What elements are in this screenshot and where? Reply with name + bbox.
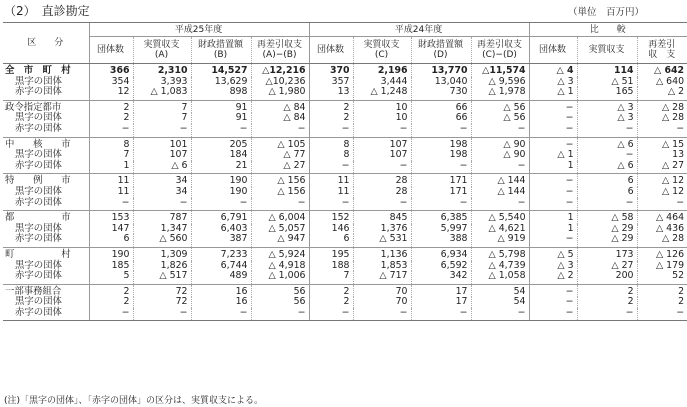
table-cell: 1 xyxy=(529,224,577,235)
table-cell: 153 xyxy=(89,211,133,224)
table-cell: − xyxy=(411,308,471,321)
table-cell: 2 xyxy=(89,284,133,297)
table-cell: 72 xyxy=(133,284,191,297)
table-cell: − xyxy=(251,308,309,321)
header-col-entities: 団体数 xyxy=(89,37,133,64)
table-row xyxy=(3,211,687,224)
table-cell: △ 77 xyxy=(251,150,309,161)
table-cell: 184 xyxy=(191,150,251,161)
table-cell: △ 179 xyxy=(637,261,687,272)
table-cell: 173 xyxy=(577,247,637,260)
table-cell: − xyxy=(529,187,577,198)
table-cell: − xyxy=(577,198,637,211)
table-cell: 342 xyxy=(411,271,471,284)
table-cell: △ 1,083 xyxy=(133,87,191,100)
table-cell: 91 xyxy=(191,100,251,113)
table-cell: 34 xyxy=(133,187,191,198)
table-cell: 195 xyxy=(309,247,353,260)
table-cell: 2 xyxy=(637,284,687,297)
table-cell: − xyxy=(577,308,637,321)
table-cell: △ 28 xyxy=(637,234,687,247)
table-cell: − xyxy=(309,124,353,137)
table-cell: − xyxy=(251,198,309,211)
table-cell: △ 6,004 xyxy=(251,211,309,224)
row-sublabel: 黒字の団体 xyxy=(15,296,62,308)
table-cell: 2 xyxy=(309,100,353,113)
table-row xyxy=(3,161,687,174)
table-cell: − xyxy=(529,297,577,308)
table-cell: △ 9,596 xyxy=(471,77,529,88)
table-cell: 17 xyxy=(411,284,471,297)
table-cell: − xyxy=(637,308,687,321)
table-cell: 16 xyxy=(191,297,251,308)
table-cell: 10 xyxy=(353,100,411,113)
table-cell: − xyxy=(637,198,687,211)
table-cell: △ 84 xyxy=(251,113,309,124)
table-cell: 7,233 xyxy=(191,247,251,260)
table-cell: △ 6 xyxy=(577,161,637,174)
table-cell: △ 58 xyxy=(577,211,637,224)
footnote: (注)「黒字の団体」、「赤字の団体」の区分は、実質収支による。 xyxy=(4,396,264,406)
table-cell: 66 xyxy=(411,113,471,124)
table-cell: 898 xyxy=(191,87,251,100)
table-cell: 52 xyxy=(637,271,687,284)
header-compare: 比 較 xyxy=(529,23,687,37)
table-cell: 147 xyxy=(89,224,133,235)
table-cell: 14,527 xyxy=(191,64,251,77)
table-cell: 190 xyxy=(191,187,251,198)
table-cell: − xyxy=(191,124,251,137)
page-title: （2） 直診勘定 xyxy=(4,4,90,18)
table-cell: 152 xyxy=(309,211,353,224)
table-row xyxy=(3,271,687,284)
table-cell: − xyxy=(133,124,191,137)
table-cell: △ 5,798 xyxy=(471,247,529,260)
table-cell: △ 1 xyxy=(529,150,577,161)
table-cell: 146 xyxy=(309,224,353,235)
table-cell: 21 xyxy=(191,161,251,174)
table-cell: − xyxy=(529,174,577,187)
table-cell: 7 xyxy=(133,113,191,124)
header-h24: 平成24年度 xyxy=(309,23,529,37)
table-cell: − xyxy=(89,198,133,211)
table-cell: △ 560 xyxy=(133,234,191,247)
table-cell: △ 4,621 xyxy=(471,224,529,235)
table-cell: △ 12 xyxy=(637,187,687,198)
table-cell: 387 xyxy=(191,234,251,247)
table-cell: △ 4 xyxy=(529,64,577,77)
row-sublabel: 黒字の団体 xyxy=(15,259,62,271)
row-sublabel: 黒字の団体 xyxy=(15,185,62,197)
row-label: 特 例 市 xyxy=(3,174,89,187)
table-cell: △ 144 xyxy=(471,187,529,198)
table-cell: △10,236 xyxy=(251,77,309,88)
table-cell: 11 xyxy=(89,174,133,187)
table-cell: − xyxy=(529,113,577,124)
table-cell: 107 xyxy=(133,150,191,161)
table-cell: 188 xyxy=(309,261,353,272)
table-row xyxy=(3,234,687,247)
table-cell: 205 xyxy=(191,137,251,150)
table-cell: 7 xyxy=(309,271,353,284)
table-cell: 2 xyxy=(309,113,353,124)
table-cell: − xyxy=(529,284,577,297)
table-cell: − xyxy=(529,124,577,137)
table-cell: 6,385 xyxy=(411,211,471,224)
row-label: 全 市 町 村 xyxy=(3,64,89,77)
table-row xyxy=(3,124,687,137)
row-label: 一部事務組合 xyxy=(3,284,89,297)
table-cell: △ 640 xyxy=(637,77,687,88)
table-cell: − xyxy=(529,308,577,321)
table-cell: 2,196 xyxy=(353,64,411,77)
table-cell: 13,040 xyxy=(411,77,471,88)
table-cell: △ 156 xyxy=(251,174,309,187)
table-cell: 489 xyxy=(191,271,251,284)
table-cell: 7 xyxy=(89,150,133,161)
table-cell: △ 56 xyxy=(471,100,529,113)
row-label: 中 核 市 xyxy=(3,137,89,150)
table-cell: − xyxy=(191,198,251,211)
table-cell: △ 144 xyxy=(471,174,529,187)
table-cell: 171 xyxy=(411,174,471,187)
table-cell: △ 1,248 xyxy=(353,87,411,100)
table-cell: 1 xyxy=(529,211,577,224)
table-cell: 6,791 xyxy=(191,211,251,224)
table-cell: 6 xyxy=(309,234,353,247)
table-cell: − xyxy=(471,308,529,321)
table-row xyxy=(3,64,687,77)
table-cell: 34 xyxy=(133,174,191,187)
table-cell: − xyxy=(133,198,191,211)
table-row xyxy=(3,198,687,211)
table-cell: 56 xyxy=(251,297,309,308)
table-cell: − xyxy=(577,124,637,137)
table-cell: △ 90 xyxy=(471,137,529,150)
table-cell: △ 29 xyxy=(577,234,637,247)
table-cell: 2 xyxy=(89,297,133,308)
table-cell: △ 642 xyxy=(637,64,687,77)
header-category: 区 分 xyxy=(3,23,89,64)
table-cell: △ 6 xyxy=(133,161,191,174)
table-cell: △ 1,006 xyxy=(251,271,309,284)
table-cell: △ 3 xyxy=(577,113,637,124)
table-cell: 370 xyxy=(309,64,353,77)
table-cell: 190 xyxy=(191,174,251,187)
table-cell: − xyxy=(89,124,133,137)
table-cell: 28 xyxy=(353,174,411,187)
table-cell: − xyxy=(529,234,577,247)
table-cell: − xyxy=(133,308,191,321)
table-cell: 56 xyxy=(251,284,309,297)
table-cell: 730 xyxy=(411,87,471,100)
table-cell: 13,770 xyxy=(411,64,471,77)
table-cell: 107 xyxy=(353,137,411,150)
table-cell: 10 xyxy=(353,113,411,124)
table-cell: △ 6 xyxy=(577,137,637,150)
header-col-entities: 団体数 xyxy=(309,37,353,64)
table-cell: 198 xyxy=(411,150,471,161)
table-cell: 1 xyxy=(529,161,577,174)
row-label: 政令指定都市 xyxy=(3,100,89,113)
table-cell: △ 56 xyxy=(471,113,529,124)
table-cell: 3,444 xyxy=(353,77,411,88)
table-cell: − xyxy=(353,308,411,321)
table-cell: 107 xyxy=(353,150,411,161)
table-cell: 6,403 xyxy=(191,224,251,235)
table-cell: △ 12 xyxy=(637,174,687,187)
table-cell: 17 xyxy=(411,297,471,308)
row-sublabel: 赤字の団体 xyxy=(15,233,62,245)
table-cell: △ 947 xyxy=(251,234,309,247)
table-cell: 66 xyxy=(411,100,471,113)
header-col-net-balance: 再差引収支 (A)−(B) xyxy=(251,37,309,64)
table-cell: △ 28 xyxy=(637,100,687,113)
table-cell: △ 29 xyxy=(577,224,637,235)
table-cell: − xyxy=(529,198,577,211)
table-row xyxy=(3,87,687,100)
table-cell: 6 xyxy=(577,187,637,198)
table-cell: − xyxy=(251,124,309,137)
table-cell: 1,826 xyxy=(133,261,191,272)
table-cell: 357 xyxy=(309,77,353,88)
table-cell: △ 27 xyxy=(577,261,637,272)
table-cell: 1,347 xyxy=(133,224,191,235)
table-cell: 6 xyxy=(89,234,133,247)
table-cell: 72 xyxy=(133,297,191,308)
table-cell: △ 1 xyxy=(529,87,577,100)
table-row xyxy=(3,247,687,260)
table-cell: △ 517 xyxy=(133,271,191,284)
table-cell: − xyxy=(191,308,251,321)
table-cell: 8 xyxy=(89,137,133,150)
finance-table xyxy=(3,22,687,321)
header-col-net-balance: 再差引収支 (C)−(D) xyxy=(471,37,529,64)
table-cell: 2 xyxy=(577,297,637,308)
table-cell: 2 xyxy=(637,297,687,308)
table-cell: △ 5,924 xyxy=(251,247,309,260)
table-cell: 200 xyxy=(577,271,637,284)
table-cell: △ 464 xyxy=(637,211,687,224)
table-cell: △ 3 xyxy=(577,100,637,113)
table-cell: △ 436 xyxy=(637,224,687,235)
table-cell: 6,592 xyxy=(411,261,471,272)
row-sublabel: 黒字の団体 xyxy=(15,112,62,124)
table-cell: △11,574 xyxy=(471,64,529,77)
table-cell: 6,934 xyxy=(411,247,471,260)
header-col-actual-balance: 実質収支 (A) xyxy=(133,37,191,64)
table-cell: △ 27 xyxy=(251,161,309,174)
table-cell: − xyxy=(353,198,411,211)
table-cell: 2 xyxy=(89,100,133,113)
table-cell: △ 5,540 xyxy=(471,211,529,224)
table-cell: 5 xyxy=(89,271,133,284)
table-cell: 366 xyxy=(89,64,133,77)
table-cell: 8 xyxy=(309,137,353,150)
table-cell: 7 xyxy=(133,100,191,113)
table-cell: − xyxy=(577,150,637,161)
table-cell: 1 xyxy=(89,161,133,174)
table-cell: 165 xyxy=(577,87,637,100)
table-cell: △ 105 xyxy=(251,137,309,150)
table-cell: 13 xyxy=(309,87,353,100)
table-cell: 2 xyxy=(309,284,353,297)
table-cell: △ 1,980 xyxy=(251,87,309,100)
table-cell: 6 xyxy=(577,174,637,187)
table-cell: △ 5 xyxy=(529,247,577,260)
table-cell: 12 xyxy=(89,87,133,100)
header-h25: 平成25年度 xyxy=(89,23,309,37)
table-cell: △ 156 xyxy=(251,187,309,198)
table-cell: 171 xyxy=(411,187,471,198)
table-cell: △ 28 xyxy=(637,113,687,124)
table-row xyxy=(3,308,687,321)
row-sublabel: 黒字の団体 xyxy=(15,75,62,87)
table-cell: − xyxy=(471,124,529,137)
table-cell: 2 xyxy=(577,284,637,297)
table-cell: △ 2 xyxy=(637,87,687,100)
table-cell: − xyxy=(411,161,471,174)
table-cell: − xyxy=(89,308,133,321)
table-cell: 845 xyxy=(353,211,411,224)
table-cell: 2 xyxy=(89,113,133,124)
table-cell: 185 xyxy=(89,261,133,272)
table-cell: △ 90 xyxy=(471,150,529,161)
row-sublabel: 赤字の団体 xyxy=(15,270,62,282)
table-cell: 16 xyxy=(191,284,251,297)
table-cell: − xyxy=(353,124,411,137)
header-col-actual-balance: 実質収支 (C) xyxy=(353,37,411,64)
row-sublabel: 黒字の団体 xyxy=(15,149,62,161)
table-cell: 2 xyxy=(309,297,353,308)
row-sublabel: 赤字の団体 xyxy=(15,196,62,208)
row-label: 町 村 xyxy=(3,247,89,260)
table-cell: △ 4,918 xyxy=(251,261,309,272)
table-cell: − xyxy=(471,161,529,174)
table-cell: 54 xyxy=(471,297,529,308)
table-cell: △ 3 xyxy=(529,261,577,272)
table-cell: − xyxy=(529,100,577,113)
table-cell: △ 126 xyxy=(637,247,687,260)
table-cell: − xyxy=(529,137,577,150)
table-cell: 1,376 xyxy=(353,224,411,235)
table-cell: − xyxy=(309,308,353,321)
table-cell: 1,136 xyxy=(353,247,411,260)
header-col-net-balance: 再差引 収 支 xyxy=(637,37,687,64)
table-cell: − xyxy=(353,161,411,174)
table-cell: − xyxy=(471,198,529,211)
table-cell: 70 xyxy=(353,297,411,308)
table-cell: − xyxy=(309,161,353,174)
table-cell: △ 3 xyxy=(529,77,577,88)
row-sublabel: 赤字の団体 xyxy=(15,86,62,98)
table-cell: 6,744 xyxy=(191,261,251,272)
table-cell: 101 xyxy=(133,137,191,150)
table-cell: − xyxy=(637,124,687,137)
table-cell: 198 xyxy=(411,137,471,150)
table-cell: △12,216 xyxy=(251,64,309,77)
table-cell: 8 xyxy=(309,150,353,161)
header-col-fiscal-measure: 財政措置額 (D) xyxy=(411,37,471,64)
header-col-entities: 団体数 xyxy=(529,37,577,64)
table-cell: 11 xyxy=(309,174,353,187)
table-cell: △ 5,057 xyxy=(251,224,309,235)
table-cell: 91 xyxy=(191,113,251,124)
table-cell: 11 xyxy=(309,187,353,198)
row-sublabel: 黒字の団体 xyxy=(15,222,62,234)
table-cell: 388 xyxy=(411,234,471,247)
table-cell: △ 1,058 xyxy=(471,271,529,284)
unit-label: （単位 百万円） xyxy=(567,7,644,18)
table-cell: △ 27 xyxy=(637,161,687,174)
table-cell: − xyxy=(309,198,353,211)
header-col-actual-balance: 実質収支 xyxy=(577,37,637,64)
table-cell: 28 xyxy=(353,187,411,198)
table-cell: 70 xyxy=(353,284,411,297)
table-cell: △ 919 xyxy=(471,234,529,247)
table-cell: − xyxy=(411,124,471,137)
table-cell: 114 xyxy=(577,64,637,77)
row-label: 都 市 xyxy=(3,211,89,224)
table-cell: △ 84 xyxy=(251,100,309,113)
table-cell: △ 717 xyxy=(353,271,411,284)
row-sublabel: 赤字の団体 xyxy=(3,308,89,321)
table-cell: 5,997 xyxy=(411,224,471,235)
table-cell: 787 xyxy=(133,211,191,224)
table-cell: 13 xyxy=(637,150,687,161)
table-cell: △ 15 xyxy=(637,137,687,150)
table-cell: △ 531 xyxy=(353,234,411,247)
table-cell: 190 xyxy=(89,247,133,260)
row-sublabel: 赤字の団体 xyxy=(15,122,62,134)
table-cell: − xyxy=(411,198,471,211)
table-cell: 11 xyxy=(89,187,133,198)
table-cell: 1,853 xyxy=(353,261,411,272)
row-sublabel: 赤字の団体 xyxy=(15,159,62,171)
table-cell: △ 51 xyxy=(577,77,637,88)
table-cell: △ 2 xyxy=(529,271,577,284)
table-cell: 1,309 xyxy=(133,247,191,260)
table-cell: 2,310 xyxy=(133,64,191,77)
table-cell: 3,393 xyxy=(133,77,191,88)
table-cell: △ 4,739 xyxy=(471,261,529,272)
table-cell: △ 1,978 xyxy=(471,87,529,100)
table-row xyxy=(3,174,687,187)
table-cell: 54 xyxy=(471,284,529,297)
table-cell: 13,629 xyxy=(191,77,251,88)
table-cell: 354 xyxy=(89,77,133,88)
header-col-fiscal-measure: 財政措置額 (B) xyxy=(191,37,251,64)
table-row xyxy=(3,187,687,198)
